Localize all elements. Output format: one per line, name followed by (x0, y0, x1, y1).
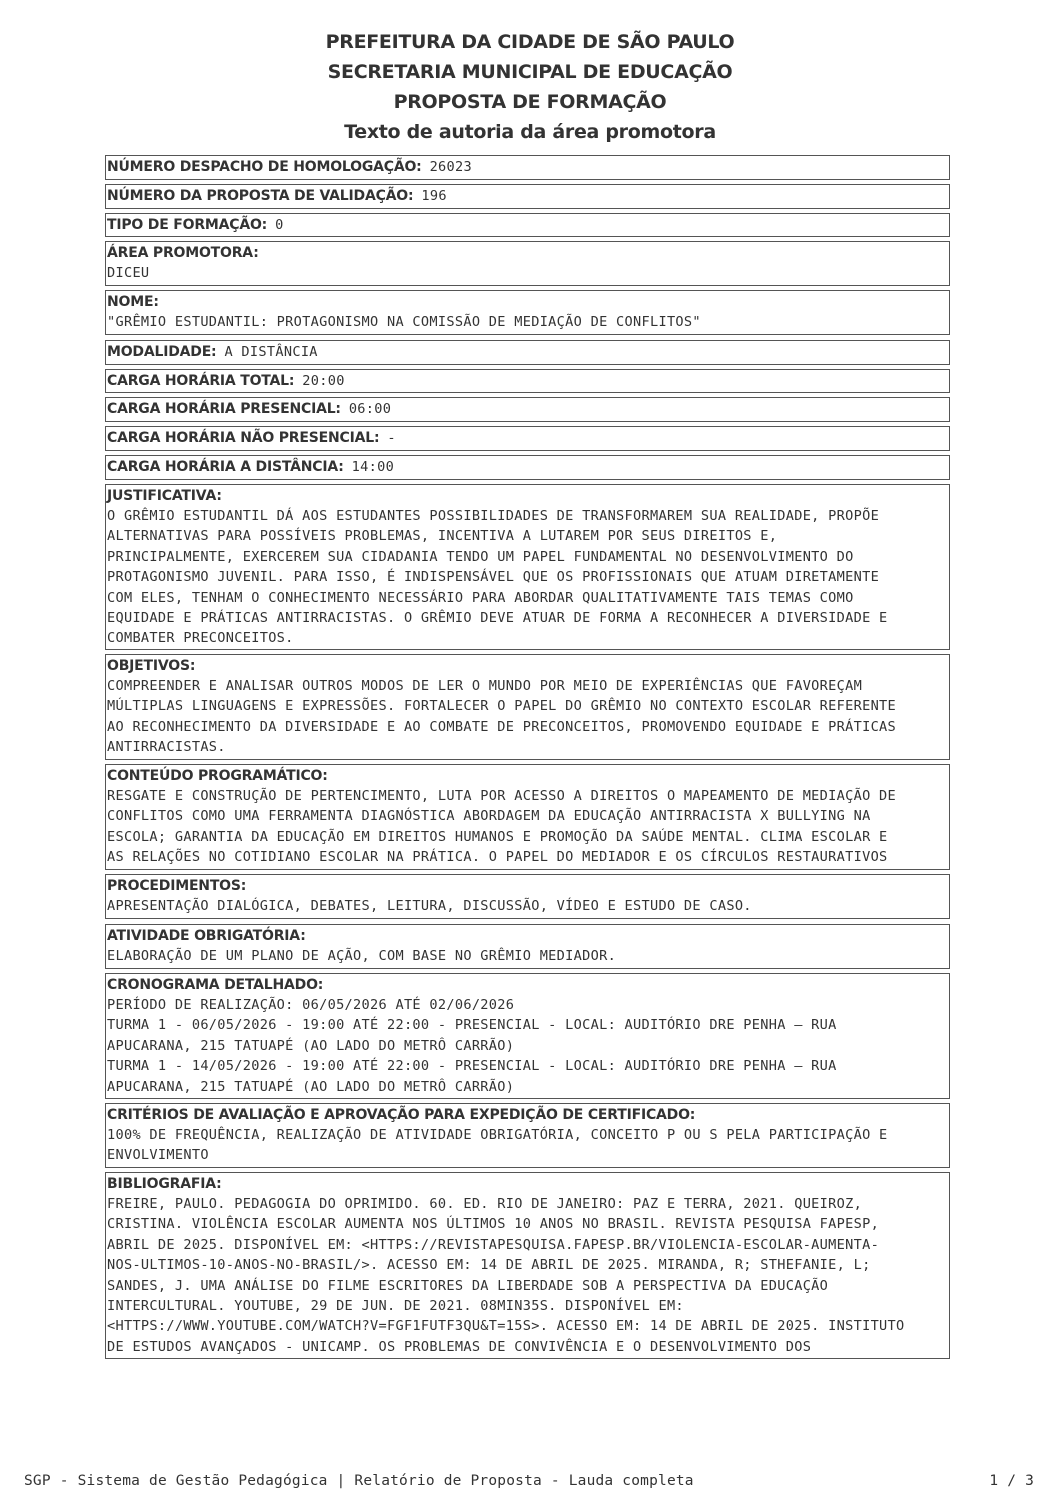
field-value: 0 (275, 217, 284, 233)
field-value: "GRÊMIO ESTUDANTIL: PROTAGONISMO NA COMISSÃO DE MEDIAÇÃO DE CONFLITOS" (107, 314, 701, 330)
field-bibliografia (105, 1172, 950, 1359)
field-label: ATIVIDADE OBRIGATÓRIA: (107, 928, 306, 944)
field-procedimentos (105, 874, 950, 919)
field-proposta (105, 184, 950, 209)
page-number: 1 / 3 (989, 1473, 1034, 1489)
field-despacho (105, 155, 950, 180)
field-tipo (105, 213, 950, 237)
field-label: BIBLIOGRAFIA: (107, 1176, 222, 1192)
field-label: NÚMERO DA PROPOSTA DE VALIDAÇÃO: (107, 188, 414, 204)
field-value: 06:00 (348, 401, 392, 417)
header-subtitle: Texto de autoria da área promotora (344, 121, 716, 143)
header-prefeitura: PREFEITURA DA CIDADE DE SÃO PAULO (325, 31, 735, 53)
field-label: NOME: (107, 294, 159, 310)
field-value: 196 (421, 188, 447, 204)
field-justificativa (105, 484, 950, 650)
field-label: PROCEDIMENTOS: (107, 878, 247, 894)
field-modalidade (105, 340, 950, 365)
field-label: CARGA HORÁRIA PRESENCIAL: (107, 401, 341, 417)
field-value: COMPREENDER E ANALISAR OUTROS MODOS DE LER O MUNDO POR MEIO DE EXPERIÊNCIAS QUE FAVOREÇAM MÚLTIPLAS LINGUAGENS E EXPRESSÕES. FORTALECER O PAPEL DO GRÊMIO NO CONTEXTO ESCOLAR REFERENTE AO RECONHECIMENTO DA DIVERSIDADE E AO COMBATE DE PRECONCEITOS, PROMOVENDO EQUIDADE E PRÁTICAS ANTIRRACISTAS. (107, 678, 897, 756)
field-value: DICEU (107, 265, 150, 281)
footer-title: SGP - Sistema de Gestão Pedagógica | Relatório de Proposta - Lauda completa (24, 1473, 694, 1489)
field-criterios (105, 1103, 950, 1168)
field-label: OBJETIVOS: (107, 658, 196, 674)
field-value: A DISTÂNCIA (224, 344, 318, 360)
field-cronograma (105, 973, 950, 1099)
field-conteudo-programatico (105, 764, 950, 870)
field-nome (105, 290, 950, 335)
header-secretaria: SECRETARIA MUNICIPAL DE EDUCAÇÃO (327, 61, 733, 83)
page-header (0, 27, 1060, 147)
field-label: CONTEÚDO PROGRAMÁTICO: (107, 768, 328, 784)
field-value: PERÍODO DE REALIZAÇÃO: 06/05/2026 ATÉ 02/06/2026 TURMA 1 - 06/05/2026 - 19:00 ATÉ 22:00 - PRESENCIAL - LOCAL: AUDITÓRIO DRE PENHA – RUA APUCARANA, 215 TATUAPÉ (AO LADO DO METRÔ CARRÃO) TURMA 1 - 14/05/2026 - 19:00 ATÉ 22:00 - PRESENCIAL - LOCAL: AUDITÓRIO DRE PENHA – RUA APUCARANA, 215 TATUAPÉ (AO LADO DO METRÔ CARRÃO) (107, 997, 837, 1095)
field-objetivos (105, 654, 950, 760)
field-label: CRITÉRIOS DE AVALIAÇÃO E APROVAÇÃO PARA EXPEDIÇÃO DE CERTIFICADO: (107, 1107, 696, 1123)
field-label: CARGA HORÁRIA TOTAL: (107, 373, 295, 389)
field-value: FREIRE, PAULO. PEDAGOGIA DO OPRIMIDO. 60. ED. RIO DE JANEIRO: PAZ E TERRA, 2021. QUEIROZ, CRISTINA. VIOLÊNCIA ESCOLAR AUMENTA NOS ÚLTIMOS 10 ANOS NO BRASIL. REVISTA PESQUISA FAPESP, ABRIL DE 2025. DISPONÍVEL EM: <HTTPS://REVISTAPESQUISA.FAPESP.BR/VIOLENCIA-ESCOLAR-AUMENTA- NOS-ULTIMOS-10-ANOS-NO-BRASIL/>. ACESSO EM: 14 DE ABRIL DE 2025. MIRANDA, R; STHEFANIE, L; SANDES, J. UMA ANÁLISE DO FILME ESCRITORES DA LIBERDADE SOB A PERSPECTIVA DA EDUCAÇÃO INTERCULTURAL. YOUTUBE, 29 DE JUN. DE 2021. 08MIN35S. DISPONÍVEL EM: <HTTPS://WWW.YOUTUBE.COM/WATCH?V=FGF1FUTF3QU&T=15S>. ACESSO EM: 14 DE ABRIL DE 2025. INSTITUTO DE ESTUDOS AVANÇADOS - UNICAMP. OS PROBLEMAS DE CONVIVÊNCIA E O DESENVOLVIMENTO DOS (107, 1196, 905, 1355)
field-carga-distancia (105, 455, 950, 480)
field-label: CARGA HORÁRIA A DISTÂNCIA: (107, 459, 344, 475)
field-area-promotora (105, 241, 950, 286)
field-label: ÁREA PROMOTORA: (107, 245, 259, 261)
field-value: 14:00 (351, 459, 395, 475)
field-value: - (387, 430, 396, 446)
header-proposta: PROPOSTA DE FORMAÇÃO (393, 91, 667, 113)
field-value: 100% DE FREQUÊNCIA, REALIZAÇÃO DE ATIVIDADE OBRIGATÓRIA, CONCEITO P OU S PELA PARTICIPAÇÃO E ENVOLVIMENTO (107, 1127, 888, 1164)
field-label: MODALIDADE: (107, 344, 217, 360)
field-label: NÚMERO DESPACHO DE HOMOLOGAÇÃO: (107, 159, 422, 175)
page-footer (24, 1473, 1034, 1489)
field-label: CARGA HORÁRIA NÃO PRESENCIAL: (107, 430, 380, 446)
field-value: O GRÊMIO ESTUDANTIL DÁ AOS ESTUDANTES POSSIBILIDADES DE TRANSFORMAREM SUA REALIDADE, PROPÕE ALTERNATIVAS PARA POSSÍVEIS PROBLEMAS, INCENTIVA A LUTAREM POR SEUS DIREITOS E, PRINCIPALMENTE, EXERCEREM SUA CIDADANIA TENDO UM PAPEL FUNDAMENTAL NO DESENVOLVIMENTO DO PROTAGONISMO JUVENIL. PARA ISSO, É INDISPENSÁVEL QUE OS PROFISSIONAIS QUE ATUAM DIRETAMENTE COM ELES, TENHAM O CONHECIMENTO NECESSÁRIO PARA ABORDAR QUALITATIVAMENTE TAIS TEMAS COMO EQUIDADE E PRÁTICAS ANTIRRACISTAS. O GRÊMIO DEVE ATUAR DE FORMA A RECONHECER A DIVERSIDADE E COMBATER PRECONCEITOS. (107, 508, 888, 647)
field-value: ELABORAÇÃO DE UM PLANO DE AÇÃO, COM BASE NO GRÊMIO MEDIADOR. (107, 948, 617, 964)
field-carga-nao-presencial (105, 426, 950, 451)
field-atividade-obrigatoria (105, 924, 950, 969)
field-value: APRESENTAÇÃO DIALÓGICA, DEBATES, LEITURA, DISCUSSÃO, VÍDEO E ESTUDO DE CASO. (107, 898, 752, 914)
field-label: JUSTIFICATIVA: (107, 488, 222, 504)
field-carga-presencial (105, 397, 950, 422)
field-carga-total (105, 369, 950, 393)
field-value: RESGATE E CONSTRUÇÃO DE PERTENCIMENTO, LUTA POR ACESSO A DIREITOS O MAPEAMENTO DE MEDIAÇÃO DE CONFLITOS COMO UMA FERRAMENTA DIAGNÓSTICA ABORDAGEM DA EDUCAÇÃO ANTIRRACISTA X BULLYING NA ESCOLA; GARANTIA DA EDUCAÇÃO EM DIREITOS HUMANOS E PROMOÇÃO DA SAÚDE MENTAL. CLIMA ESCOLAR E AS RELAÇÕES NO COTIDIANO ESCOLAR NA PRÁTICA. O PAPEL DO MEDIADOR E OS CÍRCULOS RESTAURATIVOS (107, 788, 897, 866)
field-value: 20:00 (302, 373, 345, 389)
field-value: 26023 (429, 159, 472, 175)
field-label: CRONOGRAMA DETALHADO: (107, 977, 324, 993)
field-label: TIPO DE FORMAÇÃO: (107, 217, 268, 233)
